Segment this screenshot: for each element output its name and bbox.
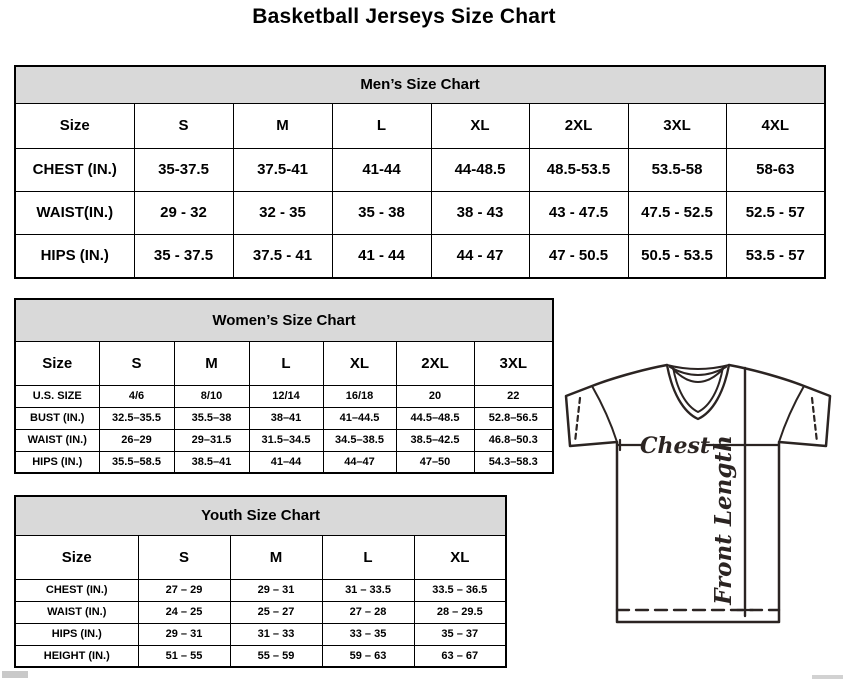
womens-cell: 32.5–35.5 <box>99 407 174 429</box>
table-row <box>15 601 506 623</box>
womens-cell: 38.5–41 <box>174 451 249 473</box>
mens-col-header: Size <box>15 103 134 148</box>
womens-cell: 38–41 <box>249 407 323 429</box>
youth-col-header: Size <box>15 535 138 579</box>
youth-row-label: HIPS (IN.) <box>15 623 138 645</box>
table-row <box>15 451 553 473</box>
mens-cell: 29 - 32 <box>134 191 233 234</box>
womens-size-chart-table <box>14 298 554 474</box>
youth-cell: 29 – 31 <box>138 623 230 645</box>
womens-cell: 35.5–38 <box>174 407 249 429</box>
table-row <box>15 645 506 667</box>
chest-label: Chest <box>639 433 711 459</box>
womens-cell: 8/10 <box>174 385 249 407</box>
jersey-measurement-diagram <box>560 358 832 628</box>
mens-row-label: HIPS (IN.) <box>15 234 134 278</box>
mens-cell: 44-48.5 <box>431 148 529 191</box>
mens-cell: 41 - 44 <box>332 234 431 278</box>
womens-cell: 20 <box>396 385 474 407</box>
womens-cell: 12/14 <box>249 385 323 407</box>
mens-cell: 35-37.5 <box>134 148 233 191</box>
youth-cell: 33 – 35 <box>322 623 414 645</box>
womens-col-header: 3XL <box>474 341 553 385</box>
youth-cell: 51 – 55 <box>138 645 230 667</box>
table-row <box>15 234 825 278</box>
mens-cell: 32 - 35 <box>233 191 332 234</box>
youth-cell: 28 – 29.5 <box>414 601 506 623</box>
jersey-outline-icon <box>566 365 830 622</box>
womens-cell: 26–29 <box>99 429 174 451</box>
mens-cell: 52.5 - 57 <box>726 191 825 234</box>
mens-row-label: CHEST (IN.) <box>15 148 134 191</box>
youth-row-label: HEIGHT (IN.) <box>15 645 138 667</box>
womens-cell: 41–44.5 <box>323 407 396 429</box>
mens-col-header: L <box>332 103 431 148</box>
youth-cell: 27 – 29 <box>138 579 230 601</box>
mens-cell: 53.5 - 57 <box>726 234 825 278</box>
mens-cell: 47 - 50.5 <box>529 234 628 278</box>
youth-row-label: CHEST (IN.) <box>15 579 138 601</box>
womens-row-label: WAIST (IN.) <box>15 429 99 451</box>
mens-cell: 47.5 - 52.5 <box>628 191 726 234</box>
womens-cell: 47–50 <box>396 451 474 473</box>
mens-col-header: 2XL <box>529 103 628 148</box>
womens-col-header: M <box>174 341 249 385</box>
table-row <box>15 623 506 645</box>
scrollbar-fragment-left <box>2 671 28 678</box>
womens-col-header: 2XL <box>396 341 474 385</box>
mens-table-title: Men’s Size Chart <box>15 66 825 103</box>
womens-cell: 35.5–58.5 <box>99 451 174 473</box>
womens-row-label: HIPS (IN.) <box>15 451 99 473</box>
youth-col-header: XL <box>414 535 506 579</box>
womens-cell: 44.5–48.5 <box>396 407 474 429</box>
youth-col-header: L <box>322 535 414 579</box>
mens-col-header: S <box>134 103 233 148</box>
youth-col-header: M <box>230 535 322 579</box>
youth-col-header: S <box>138 535 230 579</box>
table-row <box>15 385 553 407</box>
mens-col-header: XL <box>431 103 529 148</box>
womens-col-header: S <box>99 341 174 385</box>
mens-cell: 37.5 - 41 <box>233 234 332 278</box>
mens-col-header: 4XL <box>726 103 825 148</box>
mens-row-label: WAIST(IN.) <box>15 191 134 234</box>
womens-cell: 41–44 <box>249 451 323 473</box>
womens-cell: 52.8–56.5 <box>474 407 553 429</box>
mens-size-chart-table <box>14 65 826 279</box>
womens-cell: 31.5–34.5 <box>249 429 323 451</box>
youth-cell: 35 – 37 <box>414 623 506 645</box>
youth-cell: 27 – 28 <box>322 601 414 623</box>
youth-cell: 33.5 – 36.5 <box>414 579 506 601</box>
mens-cell: 53.5-58 <box>628 148 726 191</box>
youth-table-title: Youth Size Chart <box>15 496 506 535</box>
table-row <box>15 148 825 191</box>
table-row <box>15 407 553 429</box>
womens-cell: 44–47 <box>323 451 396 473</box>
mens-cell: 41-44 <box>332 148 431 191</box>
front-length-label: Front Length <box>710 435 737 605</box>
mens-cell: 48.5-53.5 <box>529 148 628 191</box>
womens-cell: 34.5–38.5 <box>323 429 396 451</box>
womens-table-title: Women’s Size Chart <box>15 299 553 341</box>
youth-cell: 29 – 31 <box>230 579 322 601</box>
womens-cell: 38.5–42.5 <box>396 429 474 451</box>
womens-col-header: XL <box>323 341 396 385</box>
womens-cell: 16/18 <box>323 385 396 407</box>
mens-cell: 35 - 37.5 <box>134 234 233 278</box>
mens-cell: 50.5 - 53.5 <box>628 234 726 278</box>
womens-cell: 46.8–50.3 <box>474 429 553 451</box>
womens-col-header: L <box>249 341 323 385</box>
womens-col-header: Size <box>15 341 99 385</box>
youth-row-label: WAIST (IN.) <box>15 601 138 623</box>
youth-cell: 59 – 63 <box>322 645 414 667</box>
womens-row-label: U.S. SIZE <box>15 385 99 407</box>
page-title: Basketball Jerseys Size Chart <box>252 5 556 28</box>
youth-cell: 24 – 25 <box>138 601 230 623</box>
womens-cell: 22 <box>474 385 553 407</box>
mens-cell: 37.5-41 <box>233 148 332 191</box>
mens-cell: 44 - 47 <box>431 234 529 278</box>
table-row <box>15 429 553 451</box>
youth-cell: 31 – 33.5 <box>322 579 414 601</box>
youth-cell: 25 – 27 <box>230 601 322 623</box>
youth-cell: 63 – 67 <box>414 645 506 667</box>
mens-cell: 35 - 38 <box>332 191 431 234</box>
mens-col-header: M <box>233 103 332 148</box>
womens-cell: 4/6 <box>99 385 174 407</box>
table-row <box>15 579 506 601</box>
womens-cell: 54.3–58.3 <box>474 451 553 473</box>
youth-cell: 31 – 33 <box>230 623 322 645</box>
scrollbar-fragment-right <box>812 675 843 679</box>
youth-size-chart-table <box>14 495 507 668</box>
womens-cell: 29–31.5 <box>174 429 249 451</box>
mens-cell: 58-63 <box>726 148 825 191</box>
womens-row-label: BUST (IN.) <box>15 407 99 429</box>
youth-cell: 55 – 59 <box>230 645 322 667</box>
mens-cell: 43 - 47.5 <box>529 191 628 234</box>
table-row <box>15 191 825 234</box>
mens-cell: 38 - 43 <box>431 191 529 234</box>
mens-col-header: 3XL <box>628 103 726 148</box>
